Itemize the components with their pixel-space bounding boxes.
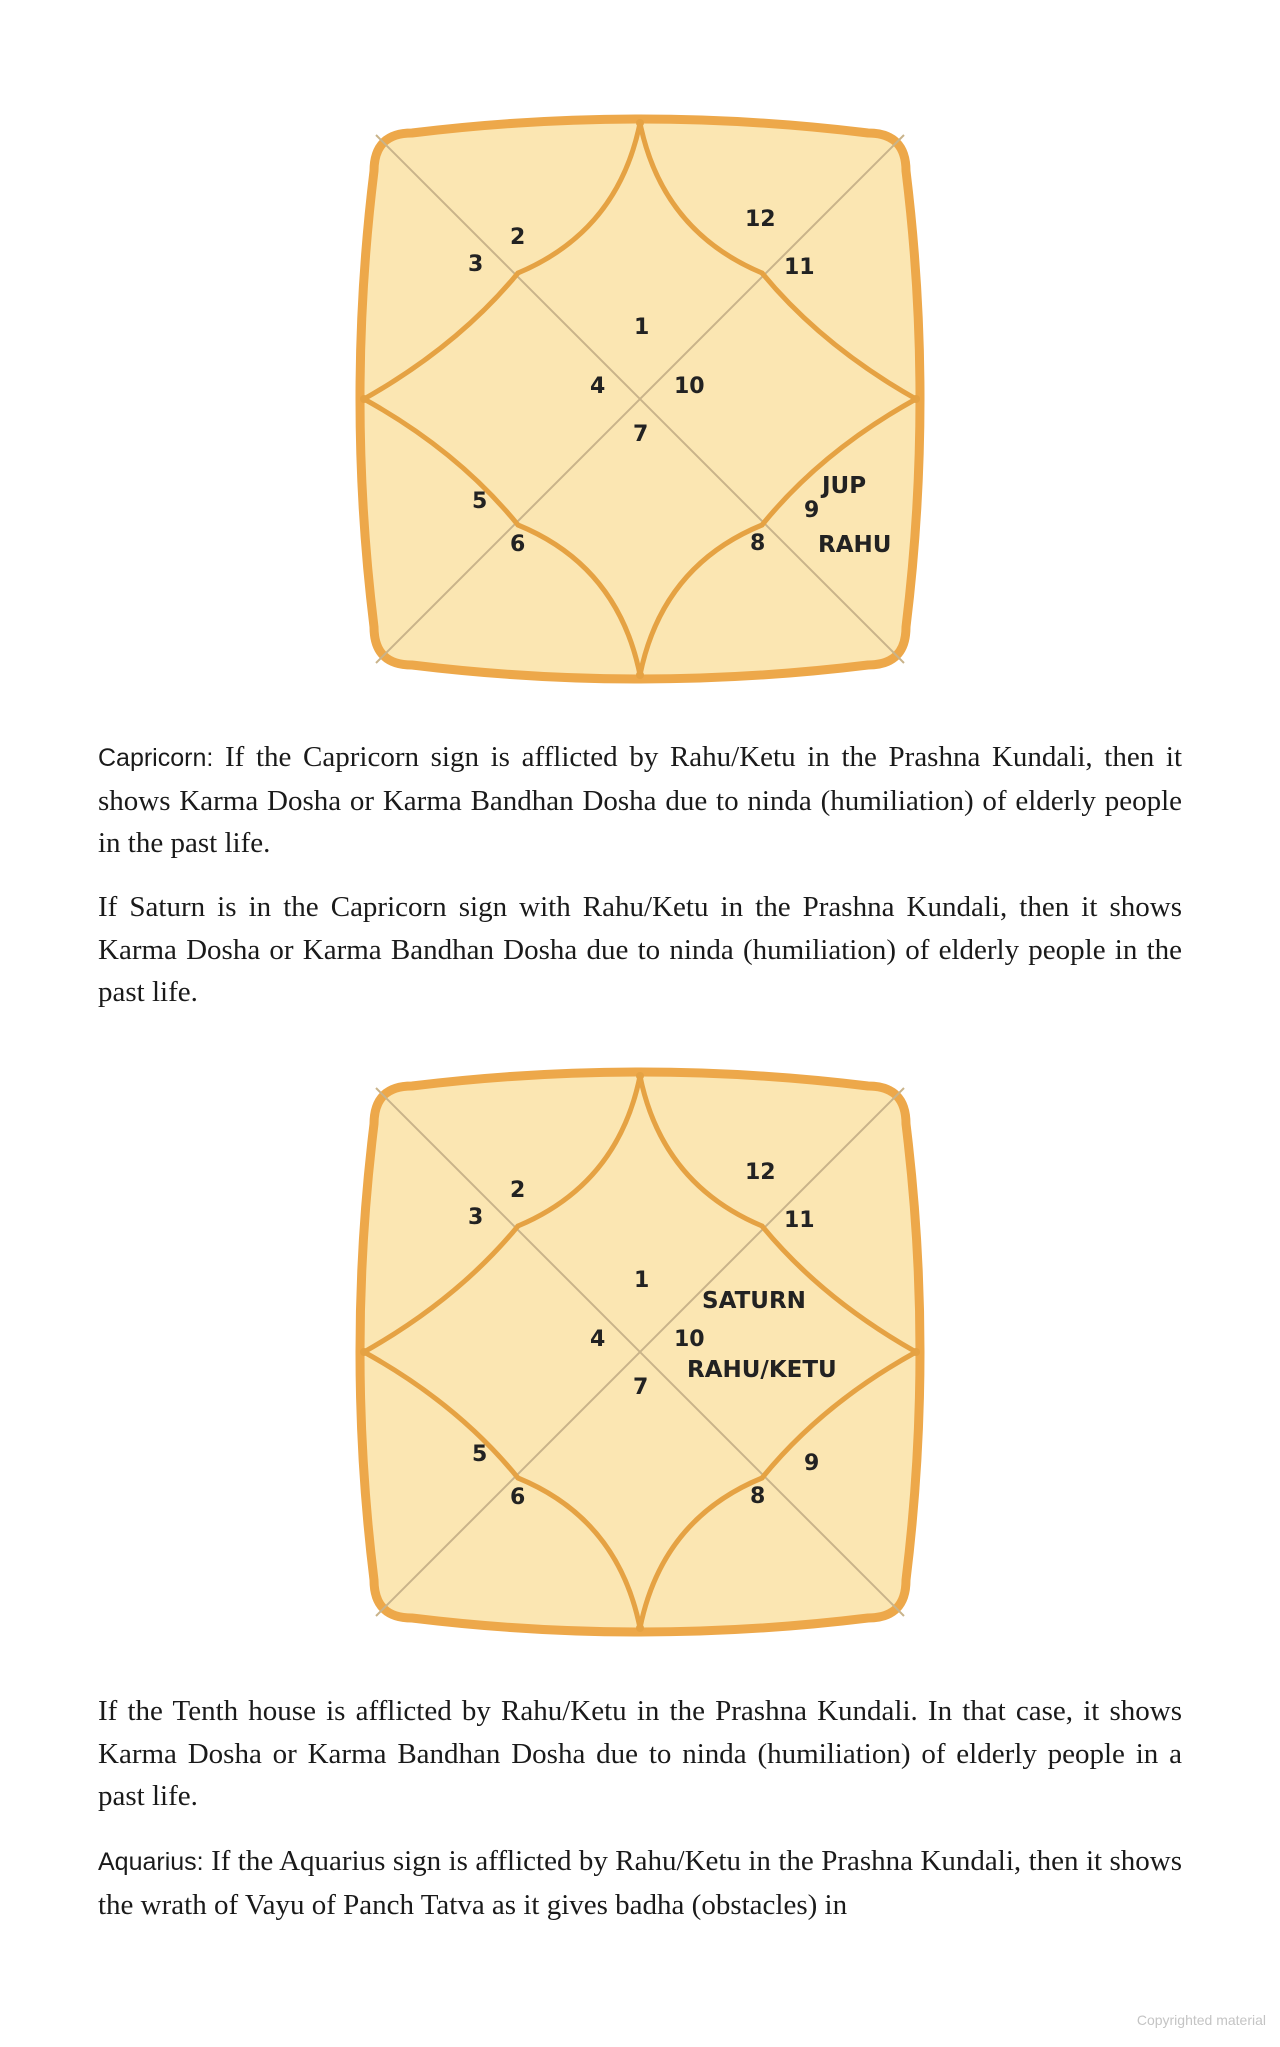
cusp-point — [360, 395, 368, 403]
house-number-11: 11 — [784, 1208, 815, 1233]
house-number-7: 7 — [633, 1375, 649, 1400]
paragraph-saturn — [98, 886, 1182, 1014]
house-number-7: 7 — [633, 422, 649, 447]
paragraph-4-text: If the Aquarius sign is afflicted by Rahu/Ketu in the Prashna Kundali, then it shows the wrath of Vayu of Panch Tatva as it gives badha (obstacles) in — [98, 1845, 1182, 1921]
planet-label-saturn: SATURN — [702, 1288, 806, 1314]
copyright-watermark: Copyrighted material — [1136, 2012, 1266, 2028]
house-number-4: 4 — [590, 374, 606, 399]
house-number-6: 6 — [510, 1485, 526, 1510]
paragraph-capricorn — [98, 736, 1182, 865]
house-number-5: 5 — [472, 489, 488, 514]
paragraph-1-text: If the Capricorn sign is afflicted by Rahu/Ketu in the Prashna Kundali, then it shows Karma Dosha or Karma Bandhan Dosha due to ninda (humiliation) of elderly people in the past life. — [98, 741, 1182, 859]
cusp-point — [912, 395, 920, 403]
cusp-point — [912, 1348, 920, 1356]
house-number-2: 2 — [510, 225, 526, 250]
paragraph-lead-capricorn: Capricorn: — [98, 744, 214, 772]
kundali-chart-2 — [352, 1064, 928, 1640]
paragraph-2-text: If Saturn is in the Capricorn sign with Rahu/Ketu in the Prashna Kundali, then it shows Karma Dosha or Karma Bandhan Dosha due to ninda (humiliation) of elderly people in the past life. — [98, 891, 1182, 1008]
house-number-3: 3 — [468, 252, 484, 277]
paragraph-lead-aquarius: Aquarius: — [98, 1848, 204, 1876]
planet-label-jup: JUP — [822, 473, 867, 499]
house-number-8: 8 — [750, 1484, 766, 1509]
house-number-8: 8 — [750, 531, 766, 556]
house-number-6: 6 — [510, 532, 526, 557]
paragraph-3-text: If the Tenth house is afflicted by Rahu/Ketu in the Prashna Kundali. In that case, it shows Karma Dosha or Karma Bandhan Dosha due to ninda (humiliation) of elderly people in a past life. — [98, 1695, 1182, 1812]
kundali-chart-1 — [352, 111, 928, 687]
house-number-4: 4 — [590, 1327, 606, 1352]
planet-label-rahu-ketu: RAHU/KETU — [687, 1357, 837, 1383]
kundali-chart-1-diagram — [352, 111, 928, 687]
house-number-12: 12 — [745, 1160, 776, 1185]
house-number-2: 2 — [510, 1178, 526, 1203]
house-number-3: 3 — [468, 1205, 484, 1230]
house-number-11: 11 — [784, 255, 815, 280]
house-number-12: 12 — [745, 207, 776, 232]
house-number-10: 10 — [674, 374, 705, 399]
cusp-point — [636, 1624, 644, 1632]
kundali-chart-2-diagram — [352, 1064, 928, 1640]
planet-label-rahu: RAHU — [818, 532, 892, 558]
cusp-point — [360, 1348, 368, 1356]
house-number-1: 1 — [634, 315, 650, 340]
house-number-10: 10 — [674, 1327, 705, 1352]
paragraph-aquarius — [98, 1840, 1182, 1926]
cusp-point — [636, 1072, 644, 1080]
house-number-9: 9 — [804, 1451, 820, 1476]
house-number-5: 5 — [472, 1442, 488, 1467]
house-number-9: 9 — [804, 498, 820, 523]
cusp-point — [636, 671, 644, 679]
cusp-point — [636, 119, 644, 127]
house-number-1: 1 — [634, 1268, 650, 1293]
paragraph-tenth-house — [98, 1690, 1182, 1818]
